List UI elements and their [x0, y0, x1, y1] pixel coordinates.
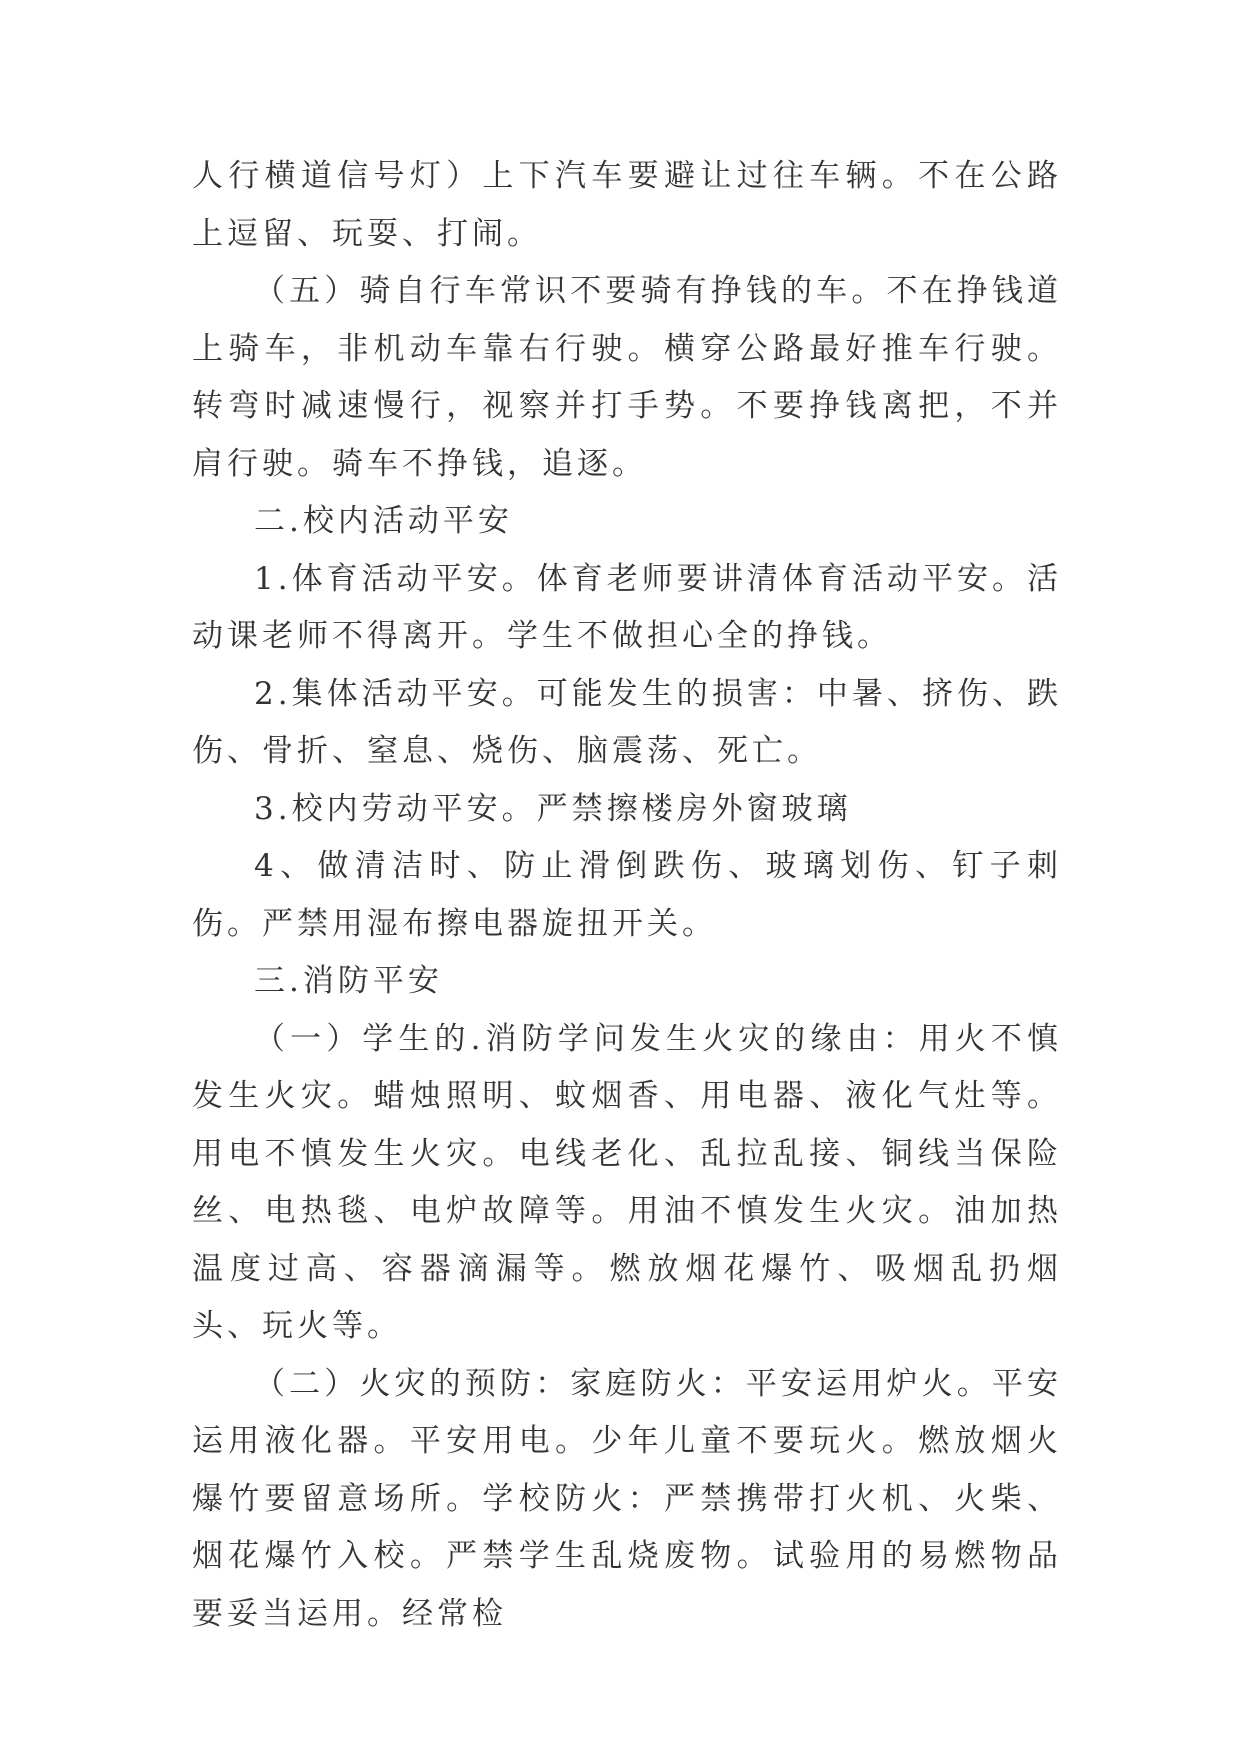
paragraph-sports-safety: 1.体育活动平安。体育老师要讲清体育活动平安。活动课老师不得离开。学生不做担心全的挣钱。 — [192, 560, 1062, 654]
paragraph-bicycle-safety: （五）骑自行车常识不要骑有挣钱的车。不在挣钱道上骑车，非机动车靠右行驶。横穿公路最好推车行驶。转弯时减速慢行，视察并打手势。不要挣钱离把，不并肩行驶。骑车不挣钱，追逐。 — [192, 273, 1062, 482]
section-heading-fire-safety: 三.消防平安 — [254, 963, 443, 999]
paragraph-continuation: 人行横道信号灯）上下汽车要避让过往车辆。不在公路上逗留、玩耍、打闹。 — [192, 158, 1062, 252]
paragraph-cleaning-safety: 4、做清洁时、防止滑倒跌伤、玻璃划伤、钉子刺伤。严禁用湿布擦电器旋扭开关。 — [192, 848, 1062, 942]
paragraph-labor-safety: 3.校内劳动平安。严禁擦楼房外窗玻璃 — [254, 790, 852, 827]
paragraph-group-activity-safety: 2.集体活动平安。可能发生的损害：中暑、挤伤、跌伤、骨折、窒息、烧伤、脑震荡、死亡。 — [192, 675, 1062, 769]
paragraph-fire-causes: （一）学生的.消防学问发生火灾的缘由：用火不慎发生火灾。蜡烛照明、蚊烟香、用电器、液化气灶等。用电不慎发生火灾。电线老化、乱拉乱接、铜线当保险丝、电热毯、电炉故障等。用油不慎发生火灾。油加热温度过高、容器滴漏等。燃放烟花爆竹、吸烟乱扔烟头、玩火等。 — [192, 1020, 1062, 1344]
document-body — [192, 148, 1062, 1643]
section-heading-campus-activity: 二.校内活动平安 — [254, 503, 513, 539]
paragraph-fire-prevention: （二）火灾的预防：家庭防火：平安运用炉火。平安运用液化器。平安用电。少年儿童不要玩火。燃放烟火爆竹要留意场所。学校防火：严禁携带打火机、火柴、烟花爆竹入校。严禁学生乱烧废物。试验用的易燃物品要妥当运用。经常检 — [192, 1365, 1062, 1632]
